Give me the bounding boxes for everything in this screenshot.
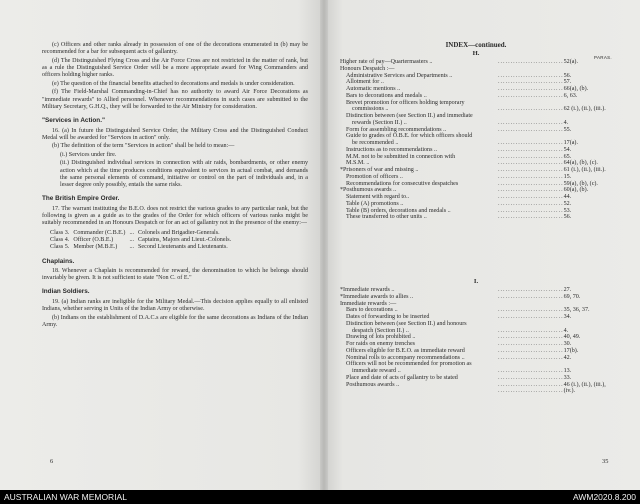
index-entry-text: Nominal rolls to accompany recommendations .. bbox=[346, 354, 465, 361]
leader-dots: .......................... bbox=[498, 334, 564, 341]
index-list-h bbox=[340, 59, 606, 221]
table-row bbox=[50, 230, 235, 237]
index-entry-ref: 55. bbox=[563, 126, 572, 133]
paragraph: 18. Whenever a Chaplain is recommended for reward, the denomination to which he belongs should invariably be given. It is not sufficient to state "Non C. of E." bbox=[42, 267, 308, 282]
index-entry-text: Posthumous awards .. bbox=[346, 381, 400, 388]
leader-dots: .......................... bbox=[498, 388, 564, 395]
leader-dots: .......................... bbox=[498, 293, 564, 300]
index-entry-text: Immediate rewards :— bbox=[340, 300, 397, 307]
index-entry-ref: 56. bbox=[563, 72, 572, 79]
index-entry bbox=[340, 194, 576, 201]
index-entry-text: Automatic mentions .. bbox=[346, 86, 401, 92]
index-entry-ref: 52(a). bbox=[563, 59, 578, 65]
leader-dots: .......................... bbox=[498, 59, 564, 65]
paragraph: (d) The Distinguished Flying Cross and the Air Force Cross are not restricted in the matter of rank, but as a rule the Distinguished Service Order will be a more appropriate award for Wing Commanders and officers holding higher ranks. bbox=[42, 57, 308, 79]
index-entry bbox=[340, 93, 576, 100]
class-grade: Commander (C.B.E.) bbox=[73, 229, 126, 236]
index-entry-text: Recommendations for consecutive despatches bbox=[346, 180, 459, 187]
leader-dots: .......................... bbox=[498, 214, 564, 221]
leader-dots: .......................... bbox=[498, 194, 564, 200]
index-entry bbox=[340, 120, 576, 127]
index-entry-text: Promotion of officers .. bbox=[346, 173, 403, 180]
index-entry bbox=[340, 347, 579, 355]
index-entry bbox=[340, 341, 576, 348]
index-entry-text: commissions .. bbox=[352, 106, 389, 113]
index-entry-text: M.S.M. .. bbox=[346, 160, 370, 167]
index-entry-ref: 40, 49. bbox=[563, 334, 581, 341]
class-ranks: Second Lieutenants and Lieutenants. bbox=[138, 244, 228, 251]
class-number: Class 5. bbox=[50, 244, 70, 251]
index-entry bbox=[340, 381, 606, 389]
leader-dots: .......................... bbox=[498, 173, 564, 180]
index-header: INDEX—continued. bbox=[445, 41, 507, 49]
paras-label: PARAS. bbox=[594, 55, 612, 60]
index-entry-ref: 17(b). bbox=[563, 347, 579, 354]
leader-dots: .......................... bbox=[498, 119, 564, 126]
index-entry-text: Administrative Services and Departments .. bbox=[346, 72, 453, 79]
page-number-left: 6 bbox=[50, 458, 54, 465]
index-letter-h: H. bbox=[472, 50, 480, 57]
leader-dots: .......................... bbox=[498, 287, 564, 293]
section-heading-indian: Indian Soldiers. bbox=[42, 288, 90, 296]
index-entry-ref: 42. bbox=[563, 354, 572, 361]
archive-footer bbox=[0, 490, 640, 504]
index-entry-text: *Prisoners of war and missing .. bbox=[340, 167, 419, 173]
index-entry-text: despatch (Section II.) .. bbox=[352, 327, 409, 334]
paragraph: (c) Officers and other ranks already in possession of one of the decorations enumerated in (b) may be recommended for a bar for subsequent acts of gallantry. bbox=[42, 42, 308, 56]
index-entry-text: Dates of forwarding to be inserted bbox=[346, 314, 430, 320]
index-entry-ref: 69, 70. bbox=[563, 293, 581, 300]
section-heading-empire: The British Empire Order. bbox=[42, 195, 120, 203]
index-entry-ref: 6, 63. bbox=[563, 92, 578, 99]
index-entry-text: *Posthumous awards .. bbox=[340, 187, 397, 194]
index-entry-ref: (iv.). bbox=[563, 388, 576, 395]
index-list-i bbox=[340, 287, 606, 395]
leader-dots: .......................... bbox=[498, 207, 564, 214]
index-entry bbox=[340, 180, 598, 188]
leader-dots: ... bbox=[129, 236, 135, 243]
table-row bbox=[50, 244, 235, 251]
section-heading-services: "Services in Action." bbox=[42, 117, 106, 125]
index-entry-ref: 4. bbox=[563, 119, 569, 126]
index-entry-text: Form for assembling recommendations .. bbox=[346, 126, 447, 133]
index-entry-text: rewards (Section II.) .. bbox=[352, 119, 407, 126]
leader-dots: .......................... bbox=[498, 167, 564, 173]
paragraph: 16. (a) In future the Distinguished Service Order, the Military Cross and the Distinguished Conduct Medal will be awarded for "Services in action" only. bbox=[42, 127, 308, 141]
archive-reference: AWM2020.8.200 bbox=[573, 492, 636, 502]
leader-dots: .......................... bbox=[498, 341, 564, 347]
index-entry-ref: 35, 36, 37. bbox=[563, 307, 590, 314]
leader-dots: .......................... bbox=[498, 374, 564, 381]
index-entry-ref: 4. bbox=[563, 327, 569, 334]
index-entry-ref: 64(a), (b), (c). bbox=[563, 160, 598, 167]
index-entry-text: For raids on enemy trenches bbox=[346, 341, 416, 347]
index-entry-ref: 56. bbox=[563, 214, 572, 221]
leader-dots: .......................... bbox=[498, 79, 564, 86]
section-heading-chaplains: Chaplains. bbox=[42, 257, 75, 265]
index-entry-text: Allotment for .. bbox=[346, 79, 384, 86]
leader-dots: .......................... bbox=[498, 368, 564, 374]
class-ranks: Colonels and Brigadier-Generals. bbox=[138, 229, 220, 236]
index-entry-ref: 57. bbox=[563, 79, 572, 86]
leader-dots: .......................... bbox=[498, 146, 564, 153]
index-entry bbox=[340, 66, 576, 73]
index-page bbox=[340, 42, 612, 462]
index-entry bbox=[340, 368, 576, 375]
class-number: Class 3. bbox=[50, 229, 70, 236]
index-entry-ref: 59(a), (b), (c). bbox=[563, 180, 598, 187]
index-entry-text: Distinction between (see Section II.) and honours bbox=[346, 320, 467, 327]
class-number: Class 4. bbox=[50, 236, 70, 243]
index-entry-ref: 65. bbox=[563, 153, 572, 160]
index-entry-text: Officers eligible for B.E.O. as immediate reward bbox=[346, 347, 465, 354]
leader-dots: .......................... bbox=[498, 314, 564, 320]
leader-dots: .......................... bbox=[498, 307, 564, 314]
index-entry-text: These transferred to other units .. bbox=[346, 214, 427, 221]
index-entry-text: Drawing of lots prohibited .. bbox=[346, 334, 416, 341]
index-entry bbox=[340, 187, 589, 194]
index-entry-ref: 61 (i.), (ii.), (iii.). bbox=[563, 167, 606, 173]
leader-dots: .......................... bbox=[498, 153, 564, 160]
index-entry bbox=[340, 307, 590, 314]
index-entry bbox=[340, 293, 581, 301]
index-entry-text: Higher rate of pay—Quartermasters .. bbox=[340, 59, 433, 65]
list-item: (i.) Services under fire. bbox=[60, 151, 117, 158]
leader-dots: .......................... bbox=[498, 126, 564, 133]
index-entry-text: Bars to decorations and medals .. bbox=[346, 92, 427, 99]
index-entry bbox=[340, 201, 576, 208]
index-entry-text: Statement with regard to.. bbox=[346, 194, 410, 200]
index-entry bbox=[340, 301, 576, 308]
index-entry-ref: 66(a), (b). bbox=[563, 86, 589, 92]
leader-dots: .......................... bbox=[498, 72, 564, 79]
page-number-right: 35 bbox=[602, 458, 609, 465]
index-entry-ref: 27. bbox=[563, 287, 572, 293]
index-entry-text: Officers will not be recommended for promotion as bbox=[346, 361, 472, 368]
index-entry bbox=[340, 160, 598, 167]
index-entry-text: *Immediate awards to allies .. bbox=[340, 293, 414, 300]
index-entry-ref: 46 (i.), (ii.), (iii.), bbox=[563, 381, 606, 388]
index-entry-ref: 17(a). bbox=[563, 140, 578, 146]
index-entry-text: M.M. not to be submitted in connection with bbox=[346, 153, 456, 160]
index-entry-ref: 15. bbox=[563, 173, 572, 180]
leader-dots: .......................... bbox=[498, 327, 564, 334]
class-grade: Officer (O.B.E.) bbox=[73, 236, 114, 243]
paragraph: (e) The question of the financial benefits attached to decorations and medals is under consideration. bbox=[52, 80, 295, 87]
leader-dots: .......................... bbox=[498, 92, 564, 99]
index-entry-text: Bars to decorations .. bbox=[346, 307, 398, 314]
index-entry bbox=[340, 334, 581, 341]
leader-dots: ... bbox=[129, 229, 135, 236]
index-entry-ref: 13. bbox=[563, 368, 572, 374]
paragraph: (b) The definition of the term "Services in action" shall be held to mean:— bbox=[52, 143, 235, 150]
paragraph: (b) Indians on the establishment of D.A.C.s are eligible for the same decorations as Indians of the Indian Army. bbox=[42, 314, 308, 328]
leader-dots: .......................... bbox=[498, 200, 564, 207]
index-entry bbox=[340, 86, 589, 93]
index-entry bbox=[340, 361, 576, 368]
index-entry bbox=[340, 214, 576, 221]
index-entry bbox=[340, 147, 576, 154]
index-letter-i: I. bbox=[473, 278, 479, 285]
leader-dots: .......................... bbox=[498, 381, 564, 388]
leader-dots: ... bbox=[129, 244, 135, 251]
index-entry-text: Distinction between (see Section II.) and immediate bbox=[346, 113, 473, 119]
index-entry-text: immediate reward .. bbox=[352, 368, 401, 374]
index-entry bbox=[340, 154, 576, 161]
index-entry-ref: 62 (i.), (ii.), (iii.). bbox=[563, 106, 606, 113]
index-entry bbox=[340, 59, 576, 66]
index-entry bbox=[340, 106, 606, 113]
index-entry bbox=[340, 388, 576, 395]
left-page-text bbox=[42, 42, 308, 330]
index-entry-text: Place and date of acts of gallantry to be stated bbox=[346, 374, 458, 381]
index-entry-ref: 54. bbox=[563, 146, 572, 153]
index-entry bbox=[340, 375, 576, 382]
index-entry bbox=[340, 140, 576, 147]
index-entry-ref: 60(a), (b). bbox=[563, 187, 589, 194]
class-grade: Member (M.B.E.) bbox=[73, 244, 118, 251]
index-entry bbox=[340, 287, 576, 294]
index-entry-text: be recommended .. bbox=[352, 140, 399, 146]
leader-dots: .......................... bbox=[498, 347, 564, 354]
index-entry-ref: 53. bbox=[563, 207, 572, 214]
index-entry-text: Brevet promotion for officers holding temporary bbox=[346, 99, 465, 106]
index-entry-text: Table (A) promotions .. bbox=[346, 200, 404, 207]
index-entry-text: Table (B) orders, decorations and medals .. bbox=[346, 207, 451, 214]
leader-dots: .......................... bbox=[498, 86, 564, 92]
paragraph: (f) The Field-Marshal Commanding-in-Chief has no authority to award Air Force Decorations as "immediate rewards" to Allied personnel. Whenever recommendations in such cases are submitted to the Military Secretary, G.H.Q., they will be forwarded to the Air Ministry for consideration. bbox=[42, 89, 308, 110]
class-ranks: Captains, Majors and Lieut.-Colonels. bbox=[138, 236, 232, 243]
index-entry bbox=[340, 133, 576, 140]
index-entry-ref: 44. bbox=[563, 194, 572, 200]
index-entry bbox=[340, 167, 606, 174]
index-entry-text: Guide to grades of O.B.E. for which officers should bbox=[346, 133, 473, 140]
index-entry-ref: 30. bbox=[563, 341, 572, 347]
index-entry bbox=[340, 314, 576, 321]
leader-dots: .......................... bbox=[498, 160, 564, 167]
leader-dots: .......................... bbox=[498, 140, 564, 146]
index-entry-text: *Immediate rewards .. bbox=[340, 287, 395, 293]
index-entry-ref: 33. bbox=[563, 374, 572, 381]
leader-dots: .......................... bbox=[498, 354, 564, 361]
index-entry-ref: 34. bbox=[563, 314, 572, 320]
index-entry bbox=[340, 79, 576, 86]
leader-dots: .......................... bbox=[498, 106, 564, 113]
index-entry-text: Instructions as to recommendations .. bbox=[346, 146, 438, 153]
archive-name: AUSTRALIAN WAR MEMORIAL bbox=[4, 492, 127, 502]
beo-class-table bbox=[50, 230, 235, 252]
index-entry-text: Honours Despatch :— bbox=[340, 65, 395, 72]
leader-dots: .......................... bbox=[498, 187, 564, 194]
paragraph: 17. The warrant instituting the B.E.O. does not restrict the various grades to any particular rank, but the following is given as a guide as to the grades of the Order for which officers of various ranks might be suitably recommended in an Honours Despatch or for an act of gallantry not in the presence of the enemy:— bbox=[42, 205, 308, 227]
book-gutter bbox=[320, 0, 328, 490]
index-entry-ref: 52. bbox=[563, 200, 572, 207]
leader-dots: .......................... bbox=[498, 180, 564, 187]
index-entry bbox=[340, 113, 576, 120]
paragraph: 19. (a) Indian ranks are ineligible for the Military Medal.—This decision applies equally to all enlisted Indians, whether serving in Units of the Indian Army or otherwise. bbox=[42, 298, 308, 313]
index-entry bbox=[340, 174, 576, 181]
list-item: (ii.) Distinguished individual services in connection with air raids, bombardments, or other enemy action which at the time produces conditions equivalent to services in actual combat, and demands the same personal elements of command, initiative or control on the part of individuals and, in a lesser degree only possibly, entails the same risks. bbox=[60, 160, 308, 189]
index-entry bbox=[340, 321, 576, 328]
index-entry bbox=[340, 100, 576, 107]
